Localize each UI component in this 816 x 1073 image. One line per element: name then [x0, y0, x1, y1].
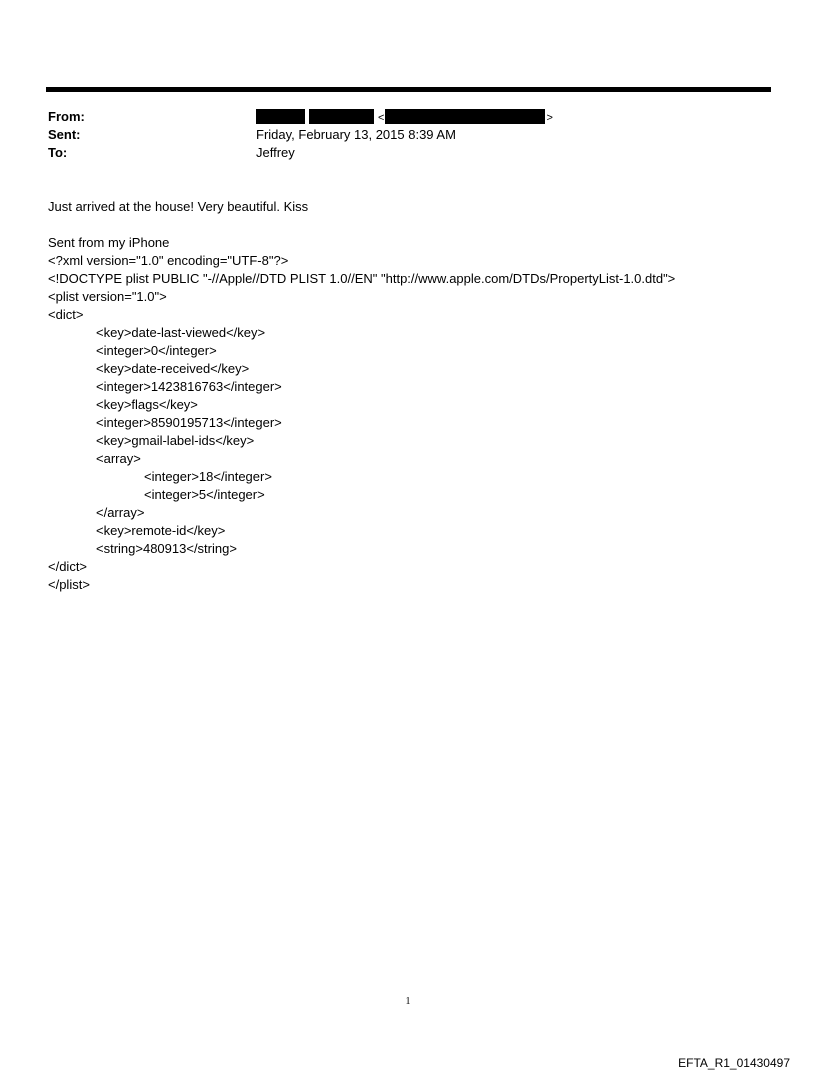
header-rule: [46, 87, 771, 92]
xml-line: <integer>1423816763</integer>: [96, 379, 282, 394]
xml-line: <?xml version="1.0" encoding="UTF-8"?>: [48, 253, 289, 268]
to-row: [48, 144, 768, 162]
xml-line: <key>flags</key>: [96, 397, 198, 412]
xml-line: <!DOCTYPE plist PUBLIC "-//Apple//DTD PLIST 1.0//EN" "http://www.apple.com/DTDs/PropertyList-1.0.dtd">: [48, 271, 676, 286]
document-id: EFTA_R1_01430497: [678, 1056, 790, 1070]
email-close-bracket: >: [546, 112, 553, 124]
xml-line: <integer>5</integer>: [144, 487, 265, 502]
xml-line: <string>480913</string>: [96, 541, 237, 556]
to-value: Jeffrey: [256, 145, 295, 160]
xml-line: <key>gmail-label-ids</key>: [96, 433, 255, 448]
xml-line: <dict>: [48, 307, 84, 322]
xml-line: <key>date-last-viewed</key>: [96, 325, 266, 340]
redaction-block: [385, 109, 545, 124]
message-text: Just arrived at the house! Very beautiful. Kiss: [48, 199, 309, 214]
page-number: 1: [405, 996, 411, 1007]
from-row: [48, 108, 768, 126]
redaction-block: [309, 109, 374, 124]
xml-line: </plist>: [48, 577, 90, 592]
email-open-bracket: <: [378, 112, 385, 124]
from-value: [256, 108, 553, 127]
signature-text: Sent from my iPhone: [48, 235, 170, 250]
sent-value: Friday, February 13, 2015 8:39 AM: [256, 127, 456, 142]
xml-line: <integer>18</integer>: [144, 469, 272, 484]
sent-row: [48, 126, 768, 144]
email-header: [48, 108, 768, 162]
xml-line: </dict>: [48, 559, 88, 574]
xml-line: <array>: [96, 451, 141, 466]
sent-label: Sent:: [48, 127, 81, 142]
xml-line: <key>remote-id</key>: [96, 523, 226, 538]
from-label: From:: [48, 109, 85, 124]
xml-line: </array>: [96, 505, 145, 520]
xml-line: <integer>0</integer>: [96, 343, 217, 358]
xml-line: <integer>8590195713</integer>: [96, 415, 282, 430]
xml-line: <key>date-received</key>: [96, 361, 250, 376]
xml-line: <plist version="1.0">: [48, 289, 167, 304]
email-body: [48, 198, 768, 594]
to-label: To:: [48, 145, 68, 160]
redaction-block: [256, 109, 305, 124]
